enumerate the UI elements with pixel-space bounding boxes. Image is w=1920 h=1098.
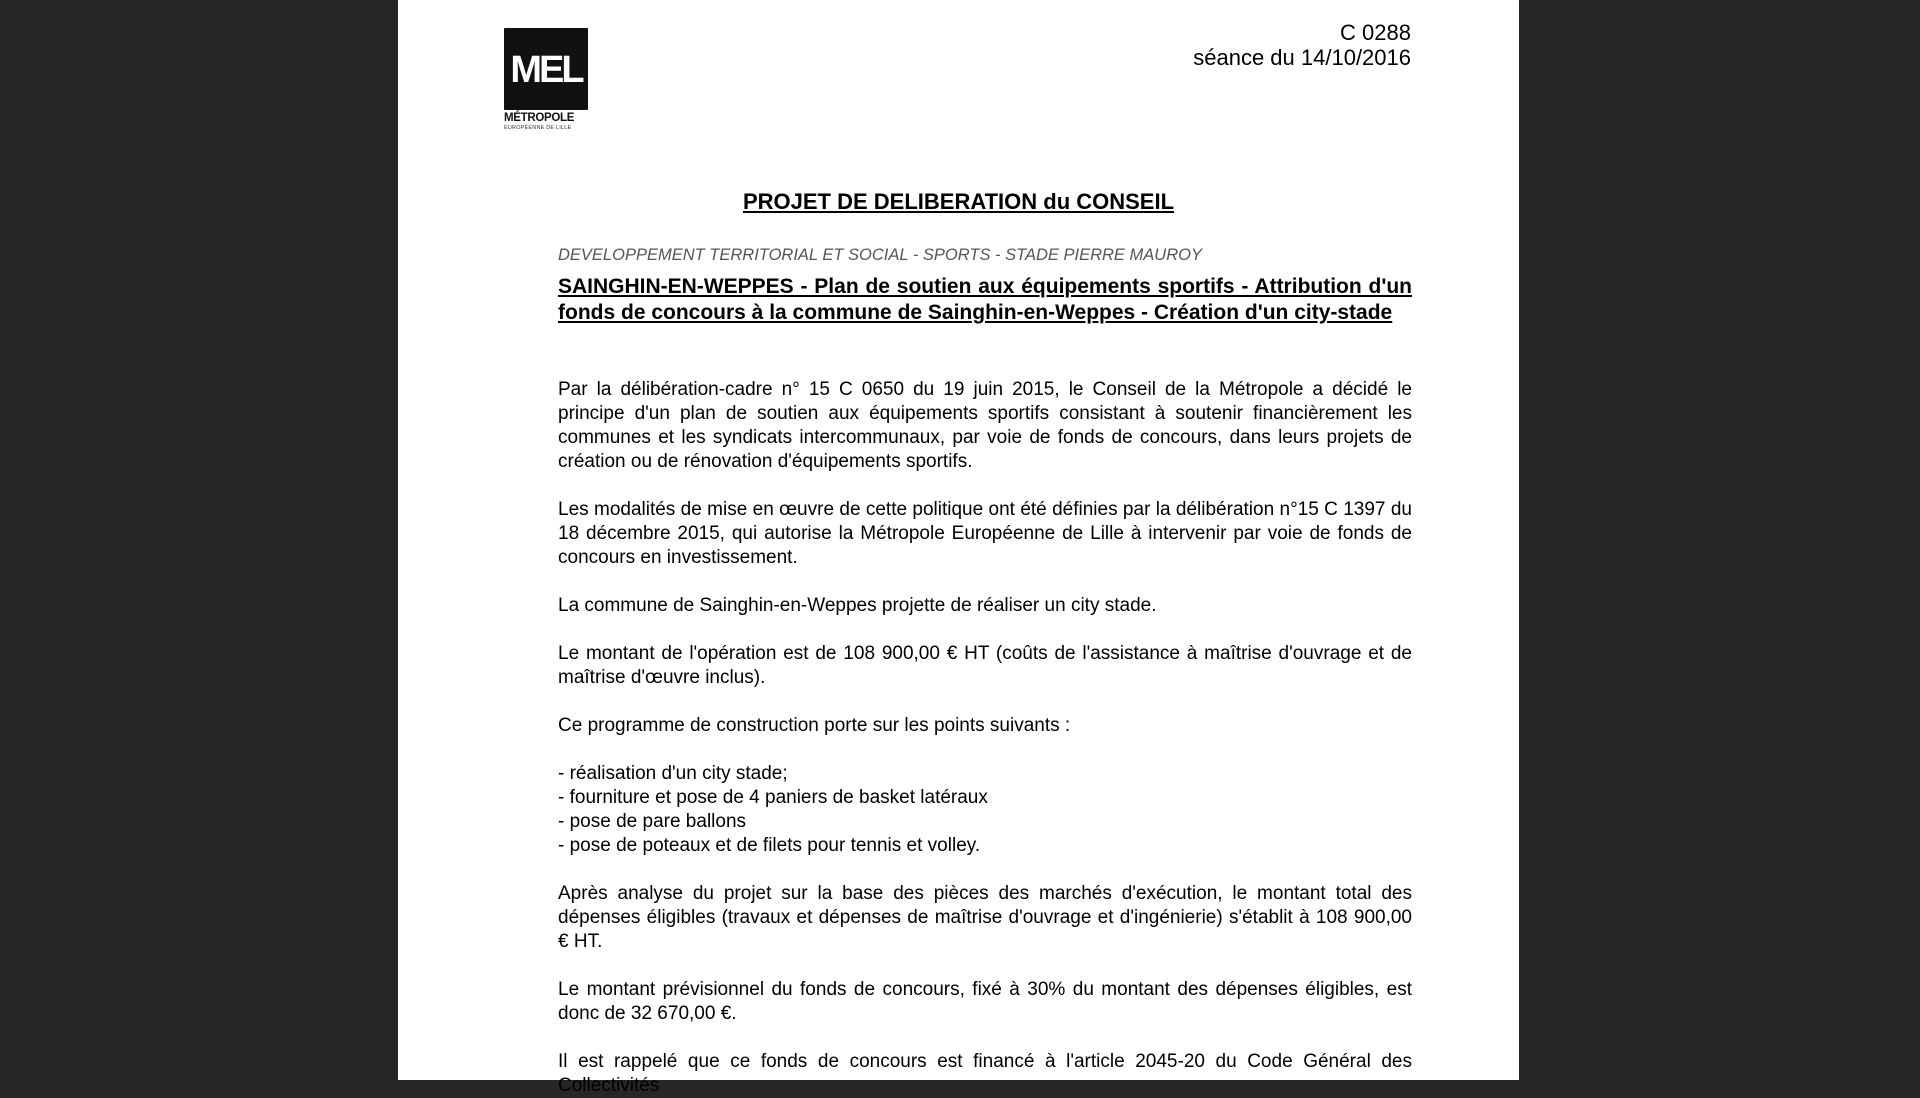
logo-text: MEL <box>510 49 582 91</box>
spacer <box>558 858 1412 882</box>
document-body <box>558 244 1412 1098</box>
paragraph: Par la délibération-cadre n° 15 C 0650 du 19 juin 2015, le Conseil de la Métropole a décidé le principe d'un plan de soutien aux équipements sportifs consistant à soutenir financièrement les communes et les syndicats intercommunaux, par voie de fonds de concours, dans leurs projets de création ou de rénovation d'équipements sportifs. <box>558 379 1412 472</box>
paragraph: Ce programme de construction porte sur les points suivants : <box>558 715 1071 736</box>
paragraph: Les modalités de mise en œuvre de cette politique ont été définies par la délibération n°15 C 1397 du 18 décembre 2015, qui autorise la Métropole Européenne de Lille à intervenir par voie de fonds de concours en investissement. <box>558 499 1412 568</box>
logo-subtitle: MÉTROPOLE <box>504 112 575 124</box>
paragraph-partial: Il est rappelé que ce fonds de concours est financé à l'article 2045-20 du Code Général des Collectivités <box>558 1051 1412 1096</box>
paragraph: Après analyse du projet sur la base des pièces des marchés d'exécution, le montant total des dépenses éligibles (travaux et dépenses de maîtrise d'ouvrage et d'ingénierie) s'établit à 108 900,00 € HT. <box>558 883 1412 952</box>
spacer <box>558 1026 1412 1050</box>
logo-tagline: EUROPÉENNE DE LILLE <box>504 125 572 131</box>
spacer <box>558 690 1412 714</box>
paragraph: La commune de Sainghin-en-Weppes projette de réaliser un city stade. <box>558 595 1157 616</box>
spacer <box>558 570 1412 594</box>
list-item: - pose de poteaux et de filets pour tennis et volley. <box>558 835 981 856</box>
list-item: - fourniture et pose de 4 paniers de basket latéraux <box>558 787 988 808</box>
mel-logo <box>504 28 588 132</box>
spacer <box>558 954 1412 978</box>
spacer <box>558 326 1412 378</box>
spacer <box>558 738 1412 762</box>
spacer <box>558 618 1412 642</box>
spacer <box>558 474 1412 498</box>
document-page <box>398 0 1519 1096</box>
list-item: - pose de pare ballons <box>558 811 747 832</box>
document-subject: SAINGHIN-EN-WEPPES - Plan de soutien aux équipements sportifs - Attribution d'un fonds de concours à la commune de Sainghin-en-Weppes - Création d'un city-stade <box>558 275 1412 324</box>
paragraph: Le montant prévisionnel du fonds de concours, fixé à 30% du montant des dépenses éligibles, est donc de 32 670,00 €. <box>558 979 1412 1024</box>
session-date: séance du 14/10/2016 <box>1193 45 1411 70</box>
document-title: PROJET DE DELIBERATION du CONSEIL <box>742 189 1175 214</box>
list-item: - réalisation d'un city stade; <box>558 763 788 784</box>
document-category: DEVELOPPEMENT TERRITORIAL ET SOCIAL - SPORTS - STADE PIERRE MAUROY <box>558 246 1202 264</box>
document-reference-block <box>1193 20 1411 70</box>
paragraph: Le montant de l'opération est de 108 900,00 € HT (coûts de l'assistance à maîtrise d'ouvrage et de maîtrise d'œuvre inclus). <box>558 643 1412 688</box>
reference-number: C 0288 <box>1340 20 1411 45</box>
